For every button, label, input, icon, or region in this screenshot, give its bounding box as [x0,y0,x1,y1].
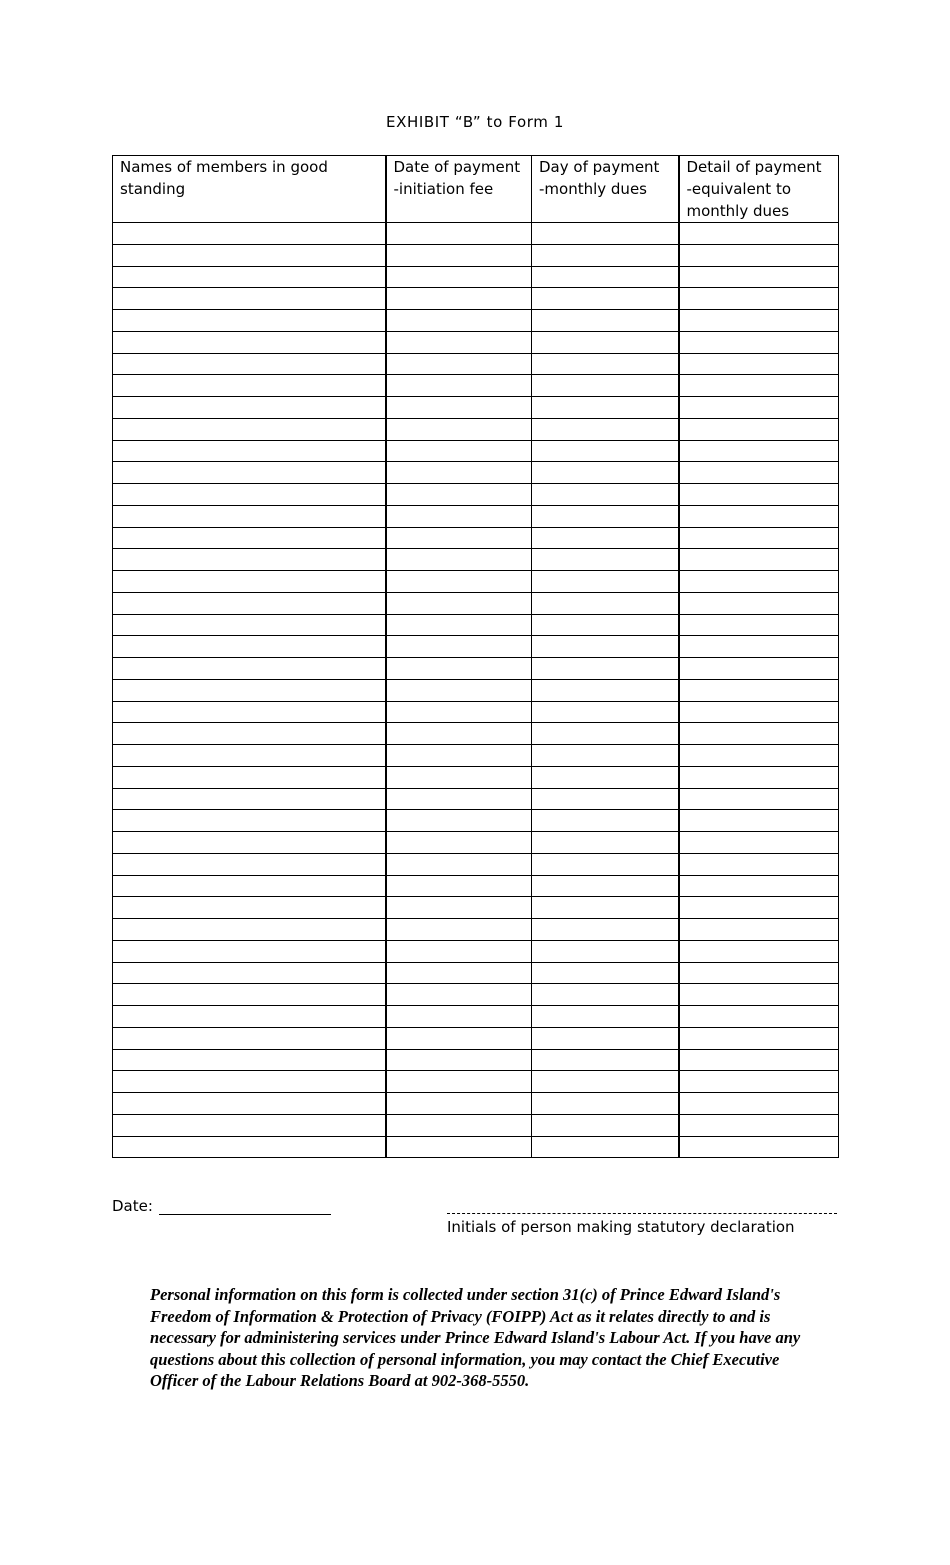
monthly-dues-day-cell[interactable] [532,244,679,266]
payment-detail-cell[interactable] [679,940,839,962]
table-row [113,571,839,593]
date-field [112,1196,331,1215]
initiation-fee-date-cell[interactable] [386,919,532,941]
name-cell[interactable] [113,571,386,593]
name-cell[interactable] [113,984,386,1006]
initiation-fee-date-cell[interactable] [386,440,532,462]
initiation-fee-date-cell[interactable] [386,853,532,875]
table-row [113,853,839,875]
payment-detail-cell[interactable] [679,223,839,245]
monthly-dues-day-cell[interactable] [532,549,679,571]
monthly-dues-day-cell[interactable] [532,1071,679,1093]
name-cell[interactable] [113,549,386,571]
header-line: Day of payment [539,158,660,176]
table-row [113,310,839,332]
payment-detail-cell[interactable] [679,1006,839,1028]
payment-detail-cell[interactable] [679,788,839,810]
name-cell[interactable] [113,288,386,310]
initiation-fee-date-cell[interactable] [386,397,532,419]
payment-detail-cell[interactable] [679,658,839,680]
payment-detail-cell[interactable] [679,919,839,941]
table-row [113,745,839,767]
payment-detail-cell[interactable] [679,397,839,419]
name-cell[interactable] [113,897,386,919]
name-cell[interactable] [113,592,386,614]
table-row [113,484,839,506]
table-row [113,636,839,658]
table-row [113,397,839,419]
name-cell[interactable] [113,1114,386,1136]
payment-detail-cell[interactable] [679,440,839,462]
monthly-dues-day-cell[interactable] [532,592,679,614]
header-line: monthly dues [686,202,790,220]
name-cell[interactable] [113,679,386,701]
payment-detail-cell[interactable] [679,1114,839,1136]
name-cell[interactable] [113,962,386,984]
signature-blank-line[interactable] [447,1213,837,1214]
payment-detail-cell[interactable] [679,527,839,549]
monthly-dues-day-cell[interactable] [532,440,679,462]
payment-detail-cell[interactable] [679,766,839,788]
name-cell[interactable] [113,505,386,527]
monthly-dues-day-cell[interactable] [532,984,679,1006]
monthly-dues-day-cell[interactable] [532,505,679,527]
initiation-fee-date-cell[interactable] [386,875,532,897]
table-row [113,962,839,984]
table-row [113,897,839,919]
table-row [113,375,839,397]
table-row [113,592,839,614]
table-row [113,549,839,571]
payment-detail-cell[interactable] [679,418,839,440]
monthly-dues-day-cell[interactable] [532,310,679,332]
name-cell[interactable] [113,1093,386,1115]
payment-detail-cell[interactable] [679,701,839,723]
payment-detail-cell[interactable] [679,571,839,593]
name-cell[interactable] [113,853,386,875]
name-cell[interactable] [113,223,386,245]
name-cell[interactable] [113,701,386,723]
monthly-dues-day-cell[interactable] [532,527,679,549]
name-cell[interactable] [113,462,386,484]
monthly-dues-day-cell[interactable] [532,1114,679,1136]
initiation-fee-date-cell[interactable] [386,962,532,984]
monthly-dues-day-cell[interactable] [532,810,679,832]
monthly-dues-day-cell[interactable] [532,745,679,767]
payment-detail-cell[interactable] [679,1027,839,1049]
initiation-fee-date-cell[interactable] [386,658,532,680]
payment-detail-cell[interactable] [679,1049,839,1071]
payment-detail-cell[interactable] [679,310,839,332]
table-row [113,223,839,245]
table-row [113,701,839,723]
payment-detail-cell[interactable] [679,962,839,984]
name-cell[interactable] [113,723,386,745]
initiation-fee-date-cell[interactable] [386,810,532,832]
name-cell[interactable] [113,1027,386,1049]
table-row [113,1027,839,1049]
payment-detail-cell[interactable] [679,1093,839,1115]
name-cell[interactable] [113,1006,386,1028]
table-row [113,984,839,1006]
header-names-of-members [113,156,386,223]
monthly-dues-day-cell[interactable] [532,658,679,680]
initiation-fee-date-cell[interactable] [386,266,532,288]
name-cell[interactable] [113,484,386,506]
payment-detail-cell[interactable] [679,375,839,397]
name-cell[interactable] [113,331,386,353]
initiation-fee-date-cell[interactable] [386,1027,532,1049]
payment-detail-cell[interactable] [679,679,839,701]
initiation-fee-date-cell[interactable] [386,353,532,375]
table-row [113,440,839,462]
table-row [113,788,839,810]
table-row [113,505,839,527]
payment-detail-cell[interactable] [679,636,839,658]
name-cell[interactable] [113,832,386,854]
name-cell[interactable] [113,810,386,832]
table-row [113,832,839,854]
payment-detail-cell[interactable] [679,331,839,353]
monthly-dues-day-cell[interactable] [532,1006,679,1028]
monthly-dues-day-cell[interactable] [532,353,679,375]
name-cell[interactable] [113,614,386,636]
payment-detail-cell[interactable] [679,875,839,897]
initiation-fee-date-cell[interactable] [386,788,532,810]
table-header-row [113,156,839,223]
table-row [113,1049,839,1071]
monthly-dues-day-cell[interactable] [532,571,679,593]
privacy-notice: Personal information on this form is collected under section 31(c) of Prince Edward Island's Freedom of Information & Protection of Privacy (FOIPP) Act as it relates directly to and is necessary for administering services under Prince Edward Island's Labour Act. If you have any questions about this collection of personal information, you may contact the Chief Executive Officer of the Labour Relations Board at 902-368-5550. [150,1285,801,1390]
monthly-dues-day-cell[interactable] [532,266,679,288]
initiation-fee-date-cell[interactable] [386,1006,532,1028]
monthly-dues-day-cell[interactable] [532,397,679,419]
payment-detail-cell[interactable] [679,897,839,919]
initiation-fee-date-cell[interactable] [386,331,532,353]
initiation-fee-date-cell[interactable] [386,484,532,506]
table-row [113,940,839,962]
table-row [113,1093,839,1115]
name-cell[interactable] [113,353,386,375]
initiation-fee-date-cell[interactable] [386,636,532,658]
monthly-dues-day-cell[interactable] [532,788,679,810]
payment-detail-cell[interactable] [679,810,839,832]
monthly-dues-day-cell[interactable] [532,1049,679,1071]
header-line: -monthly dues [539,180,647,198]
initiation-fee-date-cell[interactable] [386,1071,532,1093]
payment-detail-cell[interactable] [679,1071,839,1093]
monthly-dues-day-cell[interactable] [532,875,679,897]
name-cell[interactable] [113,636,386,658]
table-row [113,723,839,745]
name-cell[interactable] [113,310,386,332]
payment-detail-cell[interactable] [679,484,839,506]
monthly-dues-day-cell[interactable] [532,484,679,506]
payment-detail-cell[interactable] [679,505,839,527]
initiation-fee-date-cell[interactable] [386,288,532,310]
header-line: Detail of payment [686,158,822,176]
name-cell[interactable] [113,244,386,266]
payment-detail-cell[interactable] [679,266,839,288]
initiation-fee-date-cell[interactable] [386,723,532,745]
monthly-dues-day-cell[interactable] [532,919,679,941]
payment-detail-cell[interactable] [679,1136,839,1158]
name-cell[interactable] [113,875,386,897]
name-cell[interactable] [113,1136,386,1158]
table-row [113,810,839,832]
table-row [113,288,839,310]
initiation-fee-date-cell[interactable] [386,418,532,440]
table-row [113,1114,839,1136]
initiation-fee-date-cell[interactable] [386,897,532,919]
table-row [113,679,839,701]
initiation-fee-date-cell[interactable] [386,223,532,245]
monthly-dues-day-cell[interactable] [532,462,679,484]
name-cell[interactable] [113,940,386,962]
name-cell[interactable] [113,766,386,788]
payment-detail-cell[interactable] [679,853,839,875]
payment-detail-cell[interactable] [679,832,839,854]
initiation-fee-date-cell[interactable] [386,505,532,527]
name-cell[interactable] [113,375,386,397]
monthly-dues-day-cell[interactable] [532,940,679,962]
header-equivalent-payment-detail [679,156,839,223]
table-row [113,766,839,788]
header-line: standing [120,180,186,198]
name-cell[interactable] [113,397,386,419]
payment-detail-cell[interactable] [679,244,839,266]
date-label: Date: [112,1197,153,1215]
initiation-fee-date-cell[interactable] [386,571,532,593]
name-cell[interactable] [113,745,386,767]
monthly-dues-day-cell[interactable] [532,679,679,701]
initiation-fee-date-cell[interactable] [386,614,532,636]
initiation-fee-date-cell[interactable] [386,244,532,266]
table-row [113,462,839,484]
payment-detail-cell[interactable] [679,614,839,636]
initiation-fee-date-cell[interactable] [386,1136,532,1158]
table-row [113,331,839,353]
name-cell[interactable] [113,1049,386,1071]
name-cell[interactable] [113,658,386,680]
table-row [113,614,839,636]
initiation-fee-date-cell[interactable] [386,984,532,1006]
initiation-fee-date-cell[interactable] [386,375,532,397]
table-body [113,223,839,1158]
initiation-fee-date-cell[interactable] [386,940,532,962]
table-row [113,418,839,440]
payment-detail-cell[interactable] [679,745,839,767]
name-cell[interactable] [113,788,386,810]
monthly-dues-day-cell[interactable] [532,1136,679,1158]
header-line: Date of payment [393,158,521,176]
monthly-dues-day-cell[interactable] [532,723,679,745]
payment-detail-cell[interactable] [679,353,839,375]
initiation-fee-date-cell[interactable] [386,679,532,701]
header-initiation-fee-date [386,156,532,223]
name-cell[interactable] [113,440,386,462]
monthly-dues-day-cell[interactable] [532,1093,679,1115]
name-cell[interactable] [113,527,386,549]
table-row [113,353,839,375]
date-blank-line[interactable] [159,1196,331,1215]
table-row [113,1136,839,1158]
initiation-fee-date-cell[interactable] [386,310,532,332]
table-row [113,919,839,941]
table-row [113,875,839,897]
monthly-dues-day-cell[interactable] [532,897,679,919]
members-table [112,155,839,1158]
name-cell[interactable] [113,1071,386,1093]
payment-detail-cell[interactable] [679,462,839,484]
signature-caption: Initials of person making statutory declaration [447,1218,795,1236]
header-line: -initiation fee [393,180,494,198]
payment-detail-cell[interactable] [679,723,839,745]
monthly-dues-day-cell[interactable] [532,636,679,658]
initiation-fee-date-cell[interactable] [386,1093,532,1115]
monthly-dues-day-cell[interactable] [532,701,679,723]
monthly-dues-day-cell[interactable] [532,1027,679,1049]
initiation-fee-date-cell[interactable] [386,832,532,854]
monthly-dues-day-cell[interactable] [532,223,679,245]
payment-detail-cell[interactable] [679,549,839,571]
initiation-fee-date-cell[interactable] [386,1049,532,1071]
payment-detail-cell[interactable] [679,592,839,614]
initiation-fee-date-cell[interactable] [386,462,532,484]
header-monthly-dues-day [532,156,679,223]
page-title: EXHIBIT “B” to Form 1 [386,113,564,131]
monthly-dues-day-cell[interactable] [532,375,679,397]
initiation-fee-date-cell[interactable] [386,745,532,767]
payment-detail-cell[interactable] [679,984,839,1006]
table-row [113,658,839,680]
name-cell[interactable] [113,919,386,941]
name-cell[interactable] [113,418,386,440]
initiation-fee-date-cell[interactable] [386,1114,532,1136]
initiation-fee-date-cell[interactable] [386,766,532,788]
monthly-dues-day-cell[interactable] [532,962,679,984]
table-row [113,244,839,266]
table-row [113,1006,839,1028]
monthly-dues-day-cell[interactable] [532,331,679,353]
name-cell[interactable] [113,266,386,288]
initiation-fee-date-cell[interactable] [386,527,532,549]
table-row [113,527,839,549]
initiation-fee-date-cell[interactable] [386,592,532,614]
header-line: Names of members in good [120,158,328,176]
monthly-dues-day-cell[interactable] [532,418,679,440]
initiation-fee-date-cell[interactable] [386,549,532,571]
table-row [113,1071,839,1093]
monthly-dues-day-cell[interactable] [532,766,679,788]
monthly-dues-day-cell[interactable] [532,288,679,310]
table-row [113,266,839,288]
monthly-dues-day-cell[interactable] [532,853,679,875]
monthly-dues-day-cell[interactable] [532,614,679,636]
payment-detail-cell[interactable] [679,288,839,310]
header-line: -equivalent to [686,180,792,198]
monthly-dues-day-cell[interactable] [532,832,679,854]
initiation-fee-date-cell[interactable] [386,701,532,723]
